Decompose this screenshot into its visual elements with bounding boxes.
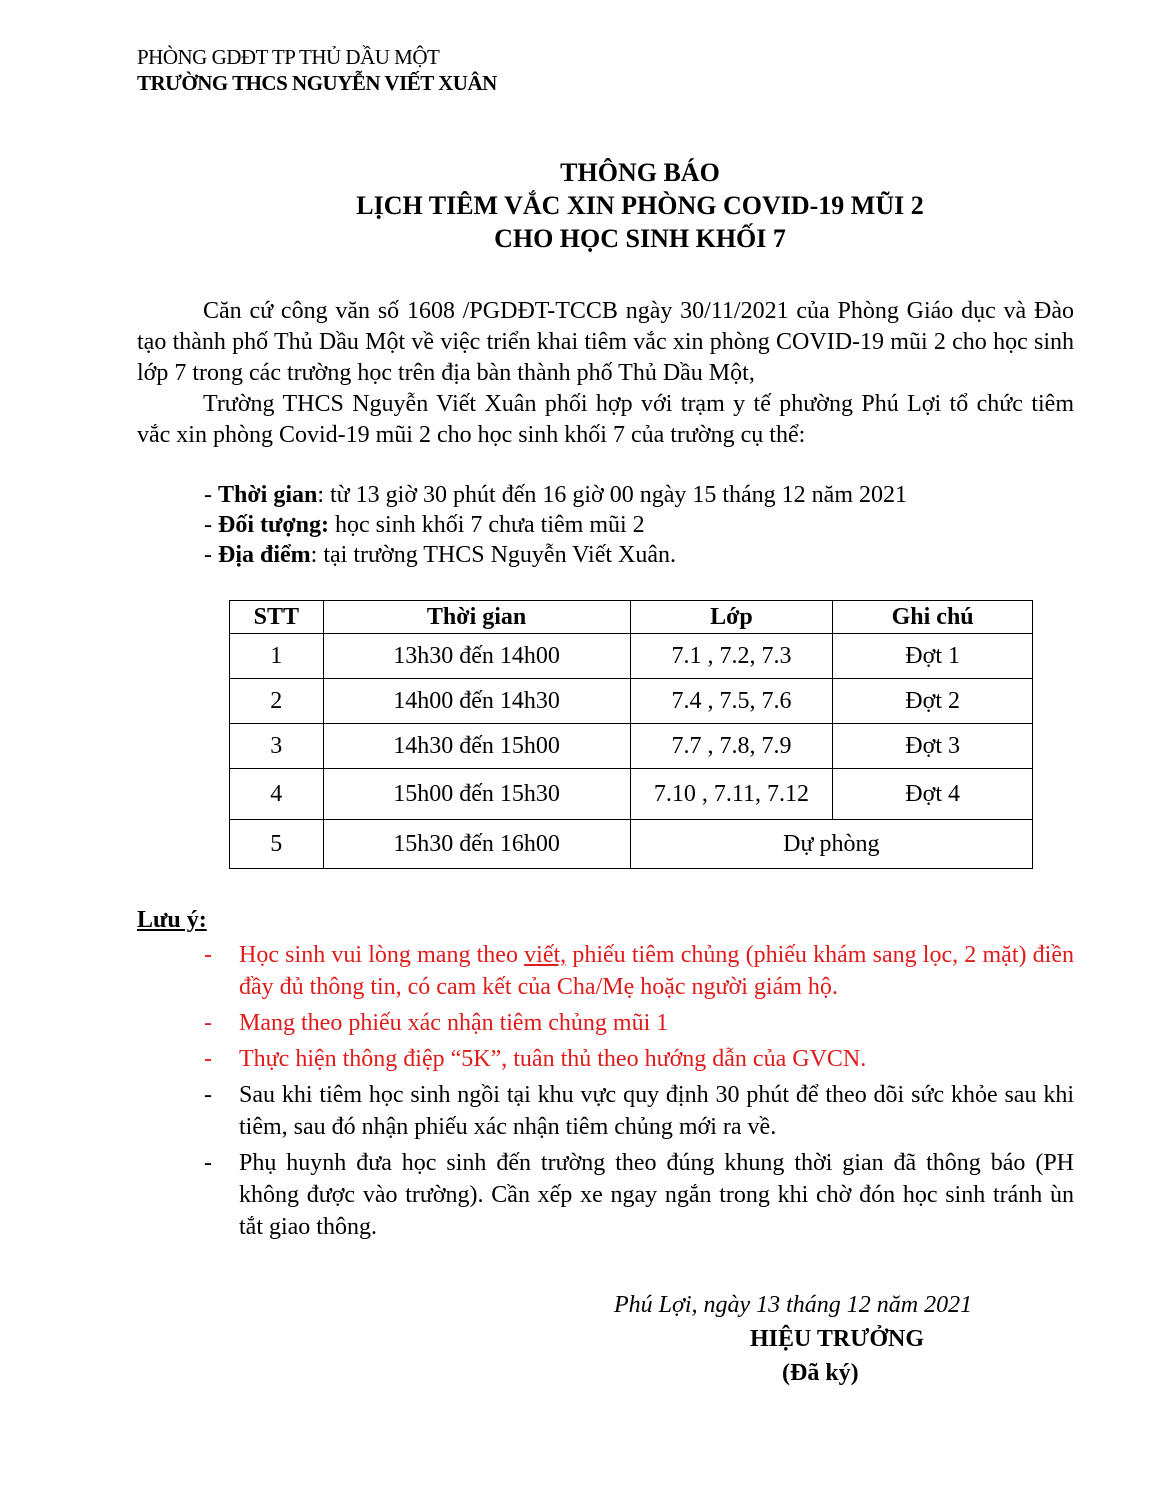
detail-dash: - [204, 542, 218, 568]
cell-stt: 5 [230, 820, 324, 869]
table-row [230, 634, 1033, 679]
detail-time-value: : từ 13 giờ 30 phút đến 16 giờ 00 ngày 15 tháng 12 năm 2021 [317, 482, 908, 508]
note-underlined-word: viết, [524, 942, 567, 968]
department-name: PHÒNG GDĐT TP THỦ DẦU MỘT [137, 45, 440, 69]
header-time: Thời gian [323, 601, 630, 634]
cell-note: Đợt 4 [833, 769, 1033, 820]
schedule-table [229, 600, 1033, 869]
title-line-1: THÔNG BÁO [560, 158, 720, 187]
header-stt: STT [230, 601, 324, 634]
cell-class: 7.4 , 7.5, 7.6 [630, 679, 833, 724]
signer-role: HIỆU TRƯỞNG [750, 1326, 925, 1352]
note-text: Phụ huynh đưa học sinh đến trường theo đúng khung thời gian đã thông báo (PH không được vào trường). Cần xếp xe ngay ngắn trong khi chờ đón học sinh tránh ùn tắt giao thông. [239, 1150, 1074, 1240]
list-dash: - [204, 1082, 212, 1108]
intro-paragraph-1: Căn cứ công văn số 1608 /PGDĐT-TCCB ngày 30/11/2021 của Phòng Giáo dục và Đào tạo thành phố Thủ Dầu Một về việc triển khai tiêm vắc xin phòng COVID-19 mũi 2 cho học sinh lớp 7 trong các trường học trên địa bàn thành phố Thủ Dầu Một, [137, 298, 1074, 386]
intro-paragraph-2: Trường THCS Nguyễn Viết Xuân phối hợp với trạm y tế phường Phú Lợi tổ chức tiêm vắc xin phòng Covid-19 mũi 2 cho học sinh khối 7 của trường cụ thể: [137, 391, 1074, 448]
cell-time: 14h00 đến 14h30 [323, 679, 630, 724]
title-line-2: LỊCH TIÊM VẮC XIN PHÒNG COVID-19 MŨI 2 [356, 191, 924, 220]
signature-block [560, 1288, 1060, 1390]
note-text [239, 939, 1074, 1003]
list-dash: - [204, 942, 212, 968]
organization-header [137, 44, 497, 96]
cell-time: 14h30 đến 15h00 [323, 724, 630, 769]
table-row [230, 724, 1033, 769]
cell-class: 7.1 , 7.2, 7.3 [630, 634, 833, 679]
list-dash: - [204, 1046, 212, 1072]
table-row [230, 679, 1033, 724]
note-text: Sau khi tiêm học sinh ngồi tại khu vực quy định 30 phút để theo dõi sức khỏe sau khi tiêm, sau đó nhận phiếu xác nhận tiêm chủng mới ra về. [239, 1082, 1074, 1140]
cell-note: Đợt 1 [833, 634, 1033, 679]
detail-target-value: học sinh khối 7 chưa tiêm mũi 2 [329, 512, 645, 538]
notes-list [204, 939, 1074, 1247]
place-date: Phú Lợi, ngày 13 tháng 12 năm 2021 [614, 1292, 973, 1318]
table-row [230, 769, 1033, 820]
detail-time-label: Thời gian [218, 482, 318, 508]
header-class: Lớp [630, 601, 833, 634]
cell-stt: 2 [230, 679, 324, 724]
cell-reserve: Dự phòng [630, 820, 1032, 869]
note-text: Thực hiện thông điệp “5K”, tuân thủ theo hướng dẫn của GVCN. [239, 1046, 867, 1072]
note-text-part: Học sinh vui lòng mang theo [239, 942, 525, 968]
cell-stt: 3 [230, 724, 324, 769]
list-item [204, 1043, 1074, 1075]
list-dash: - [204, 1150, 212, 1176]
detail-time [204, 480, 907, 510]
intro-section [137, 296, 1074, 451]
header-note: Ghi chú [833, 601, 1033, 634]
list-item [204, 1147, 1074, 1243]
cell-stt: 1 [230, 634, 324, 679]
cell-note: Đợt 2 [833, 679, 1033, 724]
detail-place-label: Địa điểm [218, 542, 311, 568]
detail-target [204, 510, 907, 540]
document-title [0, 156, 1159, 255]
notes-label: Lưu ý: [137, 907, 207, 933]
cell-class: 7.10 , 7.11, 7.12 [630, 769, 833, 820]
detail-target-label: Đối tượng: [218, 512, 330, 538]
detail-place [204, 540, 907, 570]
school-name: TRƯỜNG THCS NGUYỄN VIẾT XUÂN [137, 71, 497, 95]
table-header-row [230, 601, 1033, 634]
detail-dash: - [204, 512, 218, 538]
details-list [204, 480, 907, 570]
signed-note: (Đã ký) [782, 1360, 859, 1386]
list-item [204, 1079, 1074, 1143]
detail-dash: - [204, 482, 218, 508]
table-row [230, 820, 1033, 869]
cell-class: 7.7 , 7.8, 7.9 [630, 724, 833, 769]
note-text: Mang theo phiếu xác nhận tiêm chủng mũi 1 [239, 1010, 669, 1036]
cell-time: 15h00 đến 15h30 [323, 769, 630, 820]
list-item [204, 939, 1074, 1003]
list-dash: - [204, 1010, 212, 1036]
list-item [204, 1007, 1074, 1039]
cell-note: Đợt 3 [833, 724, 1033, 769]
detail-place-value: : tại trường THCS Nguyễn Viết Xuân. [310, 542, 677, 568]
cell-time: 13h30 đến 14h00 [323, 634, 630, 679]
title-line-3: CHO HỌC SINH KHỐI 7 [494, 224, 786, 253]
cell-time: 15h30 đến 16h00 [323, 820, 630, 869]
cell-stt: 4 [230, 769, 324, 820]
note-text-part: phiếu tiêm chủng (phiếu khám sang lọc, 2 mặt) điền đầy đủ thông tin, có cam kết của Cha/Mẹ hoặc người giám hộ. [239, 942, 1075, 1000]
